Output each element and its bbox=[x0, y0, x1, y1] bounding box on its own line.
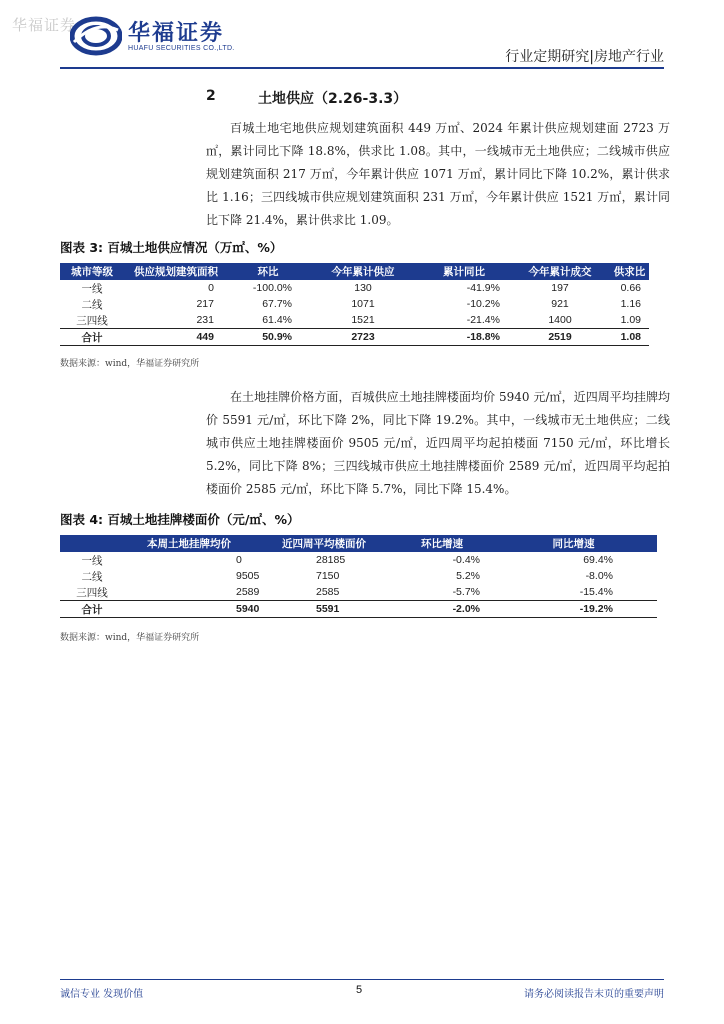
table-row bbox=[60, 296, 649, 312]
table-row bbox=[60, 568, 657, 584]
table-cell: 1400 bbox=[548, 314, 572, 326]
footer-disclaimer: 请务必阅读报告末页的重要声明 bbox=[524, 989, 664, 1000]
table-cell: 2589 bbox=[236, 586, 260, 598]
header-cell: 今年累计供应 bbox=[308, 263, 418, 280]
table-cell: 7150 bbox=[316, 570, 340, 582]
logo-english-name: HUAFU SECURITIES CO.,LTD. bbox=[128, 45, 235, 52]
header-cell: 供求比 bbox=[610, 263, 649, 280]
table-row bbox=[60, 552, 657, 568]
table-cell: 合计 bbox=[60, 329, 124, 346]
table-cell: 449 bbox=[124, 329, 228, 346]
table-cell: 5.2% bbox=[456, 570, 480, 582]
header-cell: 近四周平均楼面价 bbox=[254, 535, 394, 552]
logo-chinese-name: 华福证券 bbox=[128, 21, 225, 46]
footer-slogan: 诚信专业 发现价值 bbox=[60, 989, 144, 1000]
table-cell: 50.9% bbox=[228, 329, 308, 346]
table-cell: -18.8% bbox=[418, 329, 510, 346]
table-cell: -100.0% bbox=[252, 282, 292, 294]
header-divider bbox=[60, 67, 664, 69]
table-cell: -8.0% bbox=[585, 570, 613, 582]
table-total-row bbox=[60, 601, 657, 618]
table-cell: 2519 bbox=[510, 329, 610, 346]
land-price-paragraph: 在土地挂牌价格方面，百城供应土地挂牌楼面均价 5940 元/㎡，近四周平均挂牌均价 5591 元/㎡，环比下降 2%，同比下降 19.2%。其中，一线城市无土地供应；二线城市供应土地挂牌楼面价 9505 元/㎡，近四周平均起拍楼面 7150 元/㎡，环比增长 5.2%，同比下降 8%；三四线城市供应土地挂牌楼面价 2589 元/㎡，近四周平均起拍楼面价 2585 元/㎡，环比下降 5.7%，同比下降 15.4%。 bbox=[206, 390, 670, 496]
table-cell: -10.2% bbox=[466, 298, 500, 310]
table-cell: 2585 bbox=[316, 586, 340, 598]
header-cell: 今年累计成交 bbox=[510, 263, 610, 280]
table-cell: -41.9% bbox=[466, 282, 500, 294]
table-row bbox=[60, 280, 649, 296]
watermark: 华福证券 bbox=[12, 16, 77, 34]
figure4-title: 图表 4: 百城土地挂牌楼面价（元/㎡、%） bbox=[60, 512, 300, 527]
table-cell: -19.2% bbox=[490, 601, 657, 618]
table-cell: 1.16 bbox=[620, 298, 641, 310]
table-cell: 231 bbox=[196, 314, 214, 326]
huafu-logo-icon bbox=[70, 16, 122, 56]
table-cell: 9505 bbox=[236, 570, 260, 582]
table-cell: 61.4% bbox=[262, 314, 292, 326]
report-category: 行业定期研究|房地产行业 bbox=[505, 49, 664, 65]
table-cell: 三四线 bbox=[76, 586, 108, 599]
table-total-row bbox=[60, 329, 649, 346]
table-cell: 130 bbox=[354, 282, 372, 294]
section-number: 2 bbox=[206, 88, 216, 104]
table-cell: 1.09 bbox=[620, 314, 641, 326]
table-cell: 二线 bbox=[81, 298, 103, 311]
land-supply-table bbox=[60, 263, 649, 346]
header-cell: 环比增速 bbox=[394, 535, 490, 552]
table-cell: 1521 bbox=[351, 314, 375, 326]
figure4-source: 数据来源：wind，华福证券研究所 bbox=[60, 633, 200, 643]
table-cell: 2723 bbox=[308, 329, 418, 346]
table-cell: 0.66 bbox=[620, 282, 641, 294]
table-cell: 一线 bbox=[81, 554, 103, 567]
table-cell: 921 bbox=[551, 298, 569, 310]
table-cell: 28185 bbox=[316, 554, 346, 566]
table-row bbox=[60, 312, 649, 329]
table-cell: 1071 bbox=[351, 298, 375, 310]
table-cell: 197 bbox=[551, 282, 569, 294]
table-cell: -5.7% bbox=[452, 586, 480, 598]
page-number: 5 bbox=[356, 984, 363, 996]
header-cell: 同比增速 bbox=[490, 535, 657, 552]
table-cell: 5591 bbox=[254, 601, 394, 618]
table-cell: -2.0% bbox=[394, 601, 490, 618]
table-cell: 合计 bbox=[60, 601, 124, 618]
table-cell: 69.4% bbox=[583, 554, 613, 566]
table-cell: 0 bbox=[208, 282, 214, 294]
header-cell: 城市等级 bbox=[60, 263, 124, 280]
table-cell: 67.7% bbox=[262, 298, 292, 310]
footer-divider bbox=[60, 979, 664, 980]
table-cell: 二线 bbox=[81, 570, 103, 583]
figure3-source: 数据来源：wind，华福证券研究所 bbox=[60, 359, 200, 369]
figure3-title: 图表 3: 百城土地供应情况（万㎡、%） bbox=[60, 240, 283, 255]
header-cell: 本周土地挂牌均价 bbox=[124, 535, 254, 552]
table-cell: 1.08 bbox=[610, 329, 649, 346]
land-price-table bbox=[60, 535, 657, 618]
table-cell: 0 bbox=[236, 554, 242, 566]
table-cell: 5940 bbox=[124, 601, 254, 618]
table-cell: -21.4% bbox=[466, 314, 500, 326]
table-header-row bbox=[60, 263, 649, 280]
table-row bbox=[60, 584, 657, 601]
header-cell: 供应规划建筑面积 bbox=[124, 263, 228, 280]
table-cell: 217 bbox=[196, 298, 214, 310]
table-header-row bbox=[60, 535, 657, 552]
table-cell: 一线 bbox=[81, 282, 103, 295]
land-supply-paragraph: 百城土地宅地供应规划建筑面积 449 万㎡、2024 年累计供应规划建面 2723 万㎡，累计同比下降 18.8%，供求比 1.08。其中，一线城市无土地供应；二线城市供应规划建筑面积 217 万㎡，今年累计供应 1071 万㎡，累计同比下降 10.2%，累计供求比 1.16；三四线城市供应规划建筑面积 231 万㎡，今年累计供应 1521 万㎡，累计同比下降 21.4%，累计供求比 1.09。 bbox=[206, 121, 670, 227]
table-cell: -15.4% bbox=[579, 586, 613, 598]
header-cell: 累计同比 bbox=[418, 263, 510, 280]
section-title: 土地供应（2.26-3.3） bbox=[258, 91, 408, 107]
header-cell: 环比 bbox=[228, 263, 308, 280]
table-cell: 三四线 bbox=[76, 314, 108, 327]
header-cell bbox=[60, 535, 124, 552]
table-cell: -0.4% bbox=[452, 554, 480, 566]
